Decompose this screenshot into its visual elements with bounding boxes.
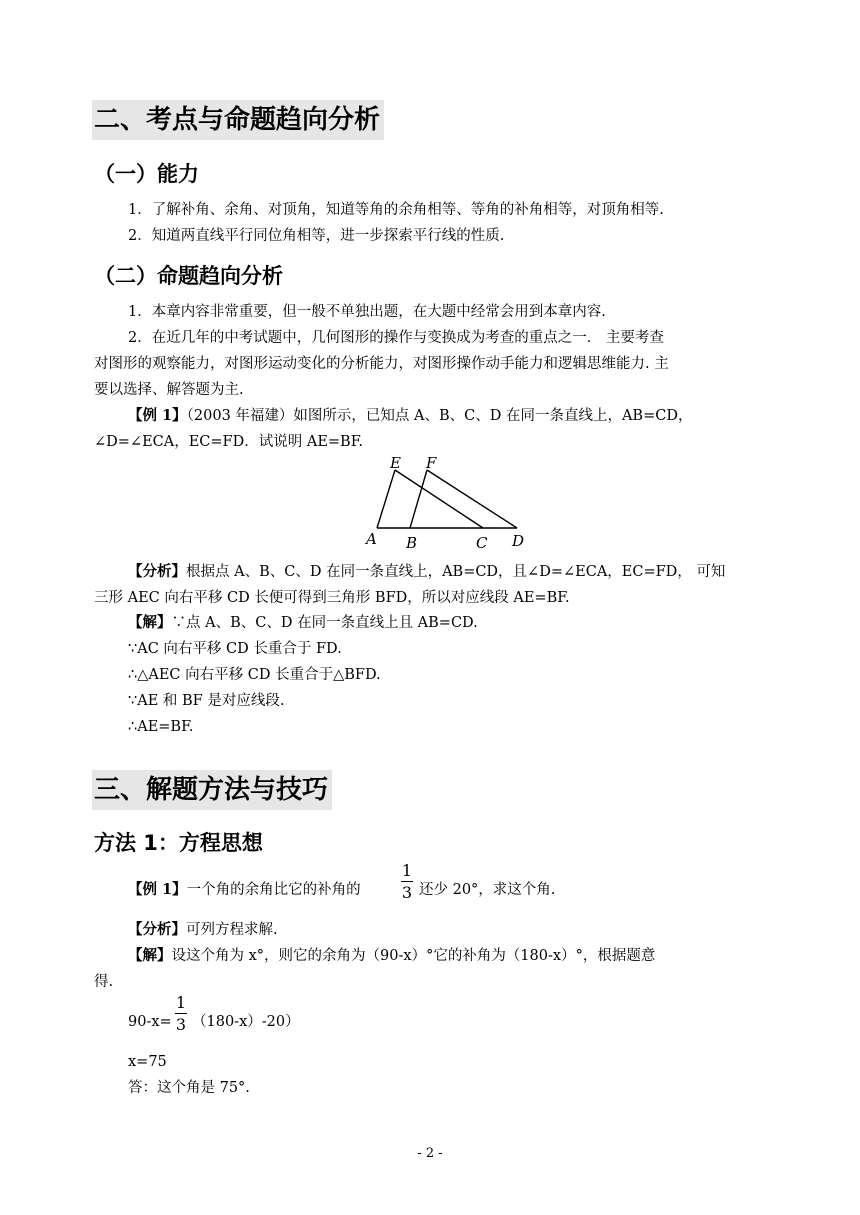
analysis-text-1: 根据点 A、B、C、D 在同一条直线上，AB=CD，且∠D=∠ECA，EC=FD， 可知 xyxy=(186,564,726,580)
solution-line-3: ∴△AEC 向右平移 CD 长重合于△BFD. xyxy=(128,667,381,683)
method-1-analysis-label: 【分析】 xyxy=(128,921,186,938)
equation-fraction-numerator: 1 xyxy=(175,993,187,1012)
section-2-title: 二、考点与命题趋向分析 xyxy=(92,100,384,140)
answer-line: 答：这个角是 75°. xyxy=(128,1080,250,1096)
ability-heading: （一）能力 xyxy=(94,162,199,186)
label-b: B xyxy=(406,534,418,552)
example-1-label: 【例 1】 xyxy=(128,407,187,424)
analysis-line-2: 三形 AEC 向右平移 CD 长便可得到三角形 BFD，所以对应线段 AE=BF. xyxy=(94,590,570,606)
label-a: A xyxy=(366,530,377,548)
solution-line-1 xyxy=(128,613,478,633)
method-1-example-line xyxy=(128,880,361,900)
example-1-text-1: （2003 年福建）如图所示，已知点 A、B、C、D 在同一条直线上，AB=CD， xyxy=(186,408,693,424)
segment-ec xyxy=(395,470,483,528)
trend-item-2-line-3: 要以选择、解答题为主. xyxy=(94,382,244,398)
equation-pre: 90-x= xyxy=(128,1014,172,1030)
fraction-numerator: 1 xyxy=(401,861,413,880)
trend-item-2-line-1: 2．在近几年的中考试题中，几何图形的操作与变换成为考查的重点之一． 主要考查 xyxy=(128,330,664,346)
solution-text-1: ∵点 A、B、C、D 在同一条直线上且 AB=CD. xyxy=(171,615,478,631)
segment-fd xyxy=(427,470,517,528)
label-f: F xyxy=(426,454,437,472)
method-1-solution-label: 【解】 xyxy=(128,947,172,964)
method-1-example-pre: 一个角的余角比它的补角的 xyxy=(186,882,361,898)
label-c: C xyxy=(476,534,488,552)
method-1-analysis-text: 可列方程求解. xyxy=(186,922,278,938)
fraction-bar xyxy=(401,881,413,882)
segment-ae xyxy=(377,470,395,528)
method-1-example-post: 还少 20°，求这个角. xyxy=(419,882,556,898)
method-1-heading: 方法 1：方程思想 xyxy=(94,831,263,855)
example-1-line-1 xyxy=(128,406,692,426)
ability-item-2: 2．知道两直线平行同位角相等，进一步探索平行线的性质. xyxy=(128,228,505,244)
label-d: D xyxy=(512,532,525,550)
method-1-solution-line-2: 得. xyxy=(94,974,114,990)
fraction-denominator: 3 xyxy=(401,883,413,902)
method-1-solution-line-1 xyxy=(128,946,655,966)
analysis-line-1 xyxy=(128,562,725,582)
solution-line-4: ∵AE 和 BF 是对应线段. xyxy=(128,693,285,709)
method-1-example-label: 【例 1】 xyxy=(128,881,187,898)
method-1-analysis-line xyxy=(128,920,278,940)
equation-fraction-denominator: 3 xyxy=(175,1015,187,1034)
fraction-one-third xyxy=(400,862,414,902)
section-3-title: 三、解题方法与技巧 xyxy=(92,770,332,810)
solution-line-5: ∴AE=BF. xyxy=(128,719,194,735)
solution-line-2: ∵AC 向右平移 CD 长重合于 FD. xyxy=(128,641,342,657)
equation-fraction-bar xyxy=(175,1013,187,1014)
result-line: x=75 xyxy=(128,1054,167,1070)
trend-heading: （二）命题趋向分析 xyxy=(94,264,283,288)
label-e: E xyxy=(390,454,401,472)
equation-fraction xyxy=(174,994,188,1034)
method-1-solution-text-1: 设这个角为 x°，则它的余角为（90-x）°它的补角为（180-x）°，根据题意 xyxy=(171,948,656,964)
solution-label: 【解】 xyxy=(128,614,172,631)
ability-item-1: 1．了解补角、余角、对顶角，知道等角的余角相等、等角的补角相等，对顶角相等. xyxy=(128,202,664,218)
triangle-translation-figure xyxy=(360,452,540,552)
equation-post: （180-x）-20） xyxy=(192,1014,300,1030)
trend-item-1: 1．本章内容非常重要，但一般不单独出题，在大题中经常会用到本章内容. xyxy=(128,304,606,320)
example-1-text-2: ∠D=∠ECA，EC=FD．试说明 AE=BF. xyxy=(94,434,364,450)
trend-item-2-line-2: 对图形的观察能力，对图形运动变化的分析能力，对图形操作动手能力和逻辑思维能力. 主 xyxy=(94,356,669,372)
page-number: - 2 - xyxy=(417,1146,443,1161)
segment-bf xyxy=(410,470,427,528)
analysis-label: 【分析】 xyxy=(128,563,186,580)
